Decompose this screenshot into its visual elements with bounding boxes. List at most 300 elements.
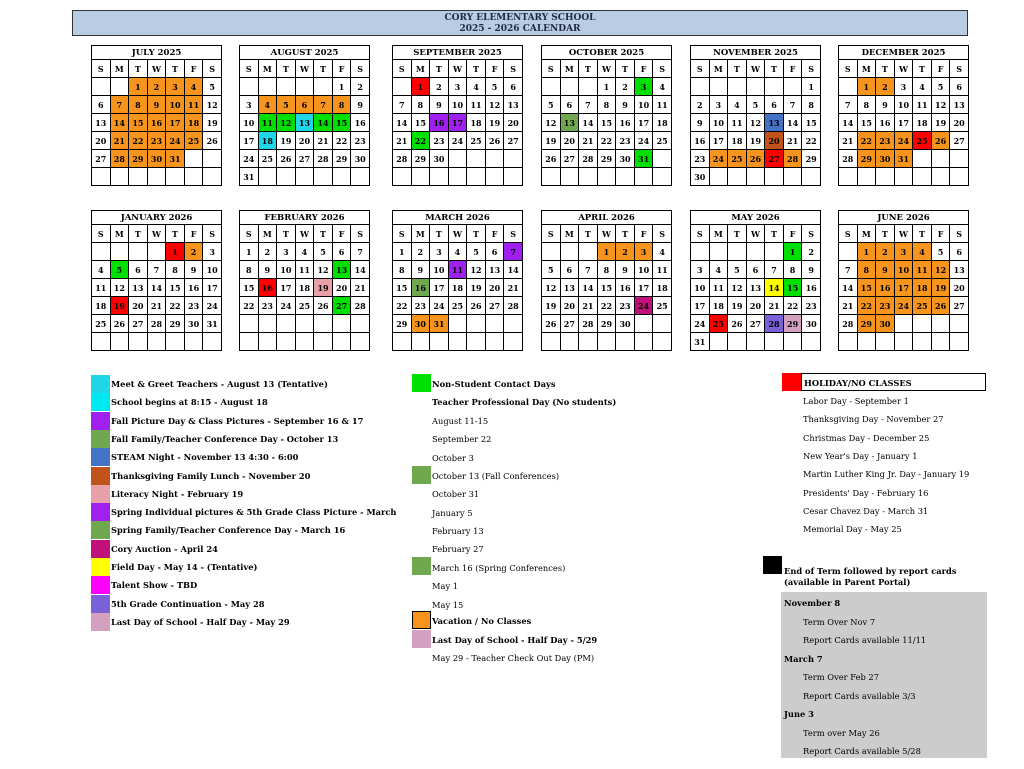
day-cell	[203, 150, 222, 168]
day-cell	[616, 168, 635, 186]
weekday-header: M	[857, 225, 876, 243]
weekday-header: S	[351, 225, 370, 243]
day-cell: 15	[857, 114, 876, 132]
day-cell	[314, 168, 333, 186]
day-cell: 27	[746, 315, 765, 333]
day-cell	[129, 333, 148, 351]
day-cell: 31	[240, 168, 259, 186]
weekday-header: T	[314, 225, 333, 243]
day-cell: 6	[765, 96, 784, 114]
day-cell: 3	[240, 96, 259, 114]
weekday-header: T	[430, 225, 449, 243]
day-cell: 12	[203, 96, 222, 114]
day-cell: 18	[295, 279, 314, 297]
day-cell: 18	[653, 114, 672, 132]
weekday-header: S	[393, 225, 412, 243]
pd-date: February 13	[432, 526, 484, 537]
day-cell	[147, 243, 166, 261]
term-line: Term over May 26	[803, 727, 880, 738]
day-cell: 30	[876, 150, 895, 168]
day-cell: 15	[857, 279, 876, 297]
weekday-header: F	[184, 60, 203, 78]
day-cell	[579, 168, 598, 186]
weekday-header: W	[746, 60, 765, 78]
day-cell: 19	[728, 297, 747, 315]
day-cell: 16	[258, 279, 277, 297]
day-cell	[277, 315, 296, 333]
day-cell: 24	[277, 297, 296, 315]
day-cell: 4	[913, 243, 932, 261]
day-cell: 12	[485, 96, 504, 114]
legend-label: Fall Family/Teacher Conference Day - October 13	[111, 433, 339, 444]
day-cell: 31	[430, 315, 449, 333]
weekday-header: M	[110, 60, 129, 78]
day-cell	[728, 168, 747, 186]
day-cell	[839, 333, 858, 351]
legend-swatch	[91, 375, 110, 393]
month-title: MAY 2026	[690, 210, 821, 224]
day-cell: 16	[411, 279, 430, 297]
legend-swatch	[91, 576, 110, 594]
day-cell: 6	[92, 96, 111, 114]
day-cell	[579, 333, 598, 351]
day-cell: 5	[746, 96, 765, 114]
day-cell	[92, 333, 111, 351]
day-cell: 14	[147, 279, 166, 297]
term-line: Report Cards available 3/3	[803, 690, 916, 701]
day-cell: 20	[504, 114, 523, 132]
day-cell: 10	[634, 96, 653, 114]
day-cell	[485, 333, 504, 351]
day-cell: 17	[709, 132, 728, 150]
day-cell: 8	[411, 96, 430, 114]
day-cell	[467, 315, 486, 333]
day-cell: 2	[802, 243, 821, 261]
term-head: November 8	[784, 598, 841, 608]
day-cell: 25	[184, 132, 203, 150]
month-title: SEPTEMBER 2025	[392, 45, 523, 59]
holiday-swatch	[782, 373, 801, 391]
day-cell	[542, 78, 561, 96]
weekday-header: W	[295, 225, 314, 243]
day-cell	[746, 78, 765, 96]
legend-swatch	[91, 540, 110, 558]
day-cell: 30	[430, 150, 449, 168]
legend-label: 5th Grade Continuation - May 28	[111, 598, 265, 609]
day-cell: 5	[314, 243, 333, 261]
day-cell: 29	[166, 315, 185, 333]
legend-swatch	[91, 412, 110, 430]
day-cell: 22	[597, 132, 616, 150]
day-cell: 15	[166, 279, 185, 297]
day-cell: 18	[448, 279, 467, 297]
day-cell: 17	[166, 114, 185, 132]
month-6	[91, 210, 222, 351]
day-cell: 26	[746, 150, 765, 168]
day-cell	[560, 78, 579, 96]
day-cell: 25	[913, 132, 932, 150]
weekday-header: S	[504, 60, 523, 78]
day-cell: 17	[277, 279, 296, 297]
day-cell: 27	[950, 132, 969, 150]
day-cell: 7	[393, 96, 412, 114]
day-cell	[240, 333, 259, 351]
day-cell: 30	[616, 315, 635, 333]
weekday-header: T	[129, 225, 148, 243]
day-cell	[295, 333, 314, 351]
day-cell: 28	[765, 315, 784, 333]
day-cell: 9	[147, 96, 166, 114]
day-cell: 2	[876, 78, 895, 96]
day-cell: 29	[129, 150, 148, 168]
day-cell: 6	[295, 96, 314, 114]
weekday-header: T	[467, 60, 486, 78]
pd-date: October 31	[432, 489, 480, 500]
day-cell	[184, 333, 203, 351]
day-cell	[913, 315, 932, 333]
day-cell: 1	[411, 78, 430, 96]
day-cell: 19	[203, 114, 222, 132]
day-cell: 6	[504, 78, 523, 96]
day-cell	[857, 333, 876, 351]
term-head: June 3	[784, 709, 814, 719]
term-head: March 7	[784, 653, 823, 664]
day-cell	[894, 333, 913, 351]
pd-date: May 1	[432, 581, 459, 592]
day-cell	[579, 78, 598, 96]
day-cell: 30	[876, 315, 895, 333]
day-cell: 4	[653, 243, 672, 261]
weekday-header: S	[542, 60, 561, 78]
day-cell	[542, 168, 561, 186]
pd-date: October 13 (Fall Conferences)	[432, 471, 560, 482]
day-cell	[393, 333, 412, 351]
day-cell	[485, 168, 504, 186]
day-cell	[467, 150, 486, 168]
weekday-header: W	[746, 225, 765, 243]
day-cell: 30	[802, 315, 821, 333]
day-cell: 16	[147, 114, 166, 132]
day-cell: 28	[147, 315, 166, 333]
day-cell: 13	[92, 114, 111, 132]
month-0	[91, 45, 222, 186]
month-title: DECEMBER 2025	[838, 45, 969, 59]
weekday-header: S	[950, 225, 969, 243]
month-title: APRIL 2026	[541, 210, 672, 224]
day-cell: 18	[184, 114, 203, 132]
day-cell: 4	[913, 78, 932, 96]
day-cell: 1	[857, 243, 876, 261]
legend-swatch	[91, 485, 110, 503]
day-cell	[542, 243, 561, 261]
day-cell	[839, 78, 858, 96]
pd-date: October 3	[432, 452, 474, 463]
day-cell	[542, 333, 561, 351]
day-cell: 8	[393, 261, 412, 279]
month-8	[392, 210, 523, 351]
day-cell: 16	[691, 132, 710, 150]
day-cell: 19	[485, 114, 504, 132]
weekday-header: T	[579, 60, 598, 78]
weekday-header: F	[332, 225, 351, 243]
day-cell	[277, 333, 296, 351]
day-cell: 9	[616, 261, 635, 279]
day-cell	[129, 168, 148, 186]
legend-swatch	[91, 393, 110, 411]
day-cell	[351, 333, 370, 351]
term-line: Term Over Nov 7	[803, 616, 876, 627]
day-cell: 21	[579, 297, 598, 315]
day-cell: 14	[110, 114, 129, 132]
day-cell: 10	[709, 114, 728, 132]
day-cell: 17	[634, 279, 653, 297]
day-cell: 21	[147, 297, 166, 315]
weekday-header: F	[184, 225, 203, 243]
day-cell: 7	[579, 96, 598, 114]
day-cell: 3	[894, 78, 913, 96]
day-cell	[876, 168, 895, 186]
day-cell	[393, 168, 412, 186]
day-cell: 4	[709, 261, 728, 279]
day-cell: 4	[258, 96, 277, 114]
day-cell: 8	[857, 96, 876, 114]
holiday-item: Thanksgiving Day - November 27	[803, 414, 944, 425]
day-cell: 23	[258, 297, 277, 315]
day-cell: 27	[950, 297, 969, 315]
day-cell: 13	[765, 114, 784, 132]
day-cell	[634, 315, 653, 333]
day-cell: 28	[783, 150, 802, 168]
school-name: CORY ELEMENTARY SCHOOL	[444, 13, 596, 23]
day-cell: 21	[351, 279, 370, 297]
day-cell: 7	[783, 96, 802, 114]
weekday-header: M	[857, 60, 876, 78]
day-cell: 7	[504, 243, 523, 261]
day-cell: 18	[258, 132, 277, 150]
day-cell: 3	[691, 261, 710, 279]
day-cell: 25	[709, 315, 728, 333]
day-cell	[765, 243, 784, 261]
weekday-header: W	[147, 60, 166, 78]
day-cell: 17	[894, 279, 913, 297]
day-cell: 21	[504, 279, 523, 297]
day-cell: 2	[691, 96, 710, 114]
day-cell	[258, 333, 277, 351]
weekday-header: T	[616, 60, 635, 78]
weekday-header: T	[913, 60, 932, 78]
day-cell: 27	[92, 150, 111, 168]
day-cell: 6	[950, 243, 969, 261]
day-cell: 30	[691, 168, 710, 186]
day-cell: 27	[129, 315, 148, 333]
day-cell: 14	[783, 114, 802, 132]
day-cell: 19	[931, 114, 950, 132]
month-3	[541, 45, 672, 186]
day-cell	[653, 150, 672, 168]
day-cell: 13	[950, 96, 969, 114]
day-cell: 10	[277, 261, 296, 279]
day-cell	[728, 333, 747, 351]
day-cell	[351, 168, 370, 186]
day-cell: 6	[950, 78, 969, 96]
day-cell: 10	[430, 261, 449, 279]
weekday-header: S	[950, 60, 969, 78]
month-title: OCTOBER 2025	[541, 45, 672, 59]
day-cell	[467, 333, 486, 351]
day-cell: 3	[709, 96, 728, 114]
day-cell	[634, 333, 653, 351]
day-cell	[147, 333, 166, 351]
day-cell: 26	[203, 132, 222, 150]
day-cell: 16	[184, 279, 203, 297]
holiday-item: Labor Day - September 1	[803, 396, 909, 406]
day-cell: 15	[597, 279, 616, 297]
day-cell	[691, 78, 710, 96]
day-cell: 17	[203, 279, 222, 297]
day-cell: 24	[894, 297, 913, 315]
day-cell: 10	[240, 114, 259, 132]
day-cell	[332, 333, 351, 351]
weekday-header: S	[240, 60, 259, 78]
day-cell	[913, 150, 932, 168]
day-cell: 25	[258, 150, 277, 168]
day-cell: 16	[351, 114, 370, 132]
day-cell	[579, 243, 598, 261]
day-cell	[430, 333, 449, 351]
day-cell	[485, 315, 504, 333]
day-cell: 4	[295, 243, 314, 261]
day-cell	[597, 333, 616, 351]
month-11	[838, 210, 969, 351]
day-cell: 11	[728, 114, 747, 132]
day-cell: 14	[579, 114, 598, 132]
day-cell	[332, 315, 351, 333]
weekday-header: F	[783, 225, 802, 243]
legend-label: Talent Show - TBD	[111, 580, 198, 591]
day-cell: 24	[634, 297, 653, 315]
day-cell: 17	[240, 132, 259, 150]
legend-label: Literacy Night - February 19	[111, 488, 244, 499]
legend-label: Fall Picture Day & Class Pictures - September 16 & 17	[111, 415, 364, 426]
legend-swatch	[91, 521, 110, 539]
day-cell: 2	[184, 243, 203, 261]
day-cell	[931, 315, 950, 333]
day-cell: 29	[597, 315, 616, 333]
day-cell	[184, 168, 203, 186]
day-cell: 24	[166, 132, 185, 150]
weekday-header: W	[597, 225, 616, 243]
day-cell: 28	[110, 150, 129, 168]
weekday-header: M	[110, 225, 129, 243]
day-cell: 4	[448, 243, 467, 261]
day-cell: 5	[467, 243, 486, 261]
day-cell: 4	[92, 261, 111, 279]
day-cell: 2	[876, 243, 895, 261]
day-cell: 26	[542, 150, 561, 168]
day-cell	[931, 150, 950, 168]
day-cell: 7	[110, 96, 129, 114]
day-cell: 21	[839, 297, 858, 315]
legend-label: Spring Individual pictures & 5th Grade Class Picture - March	[111, 507, 397, 518]
day-cell: 27	[560, 150, 579, 168]
day-cell: 29	[411, 150, 430, 168]
day-cell	[876, 333, 895, 351]
day-cell	[783, 78, 802, 96]
legend-swatch	[91, 595, 110, 613]
day-cell	[448, 168, 467, 186]
day-cell	[709, 333, 728, 351]
day-cell	[351, 315, 370, 333]
day-cell: 28	[839, 150, 858, 168]
day-cell: 14	[351, 261, 370, 279]
day-cell	[110, 333, 129, 351]
day-cell: 23	[616, 132, 635, 150]
day-cell: 15	[783, 279, 802, 297]
day-cell: 15	[597, 114, 616, 132]
day-cell: 14	[504, 261, 523, 279]
day-cell	[802, 168, 821, 186]
day-cell: 11	[653, 96, 672, 114]
day-cell: 24	[691, 315, 710, 333]
weekday-header: T	[277, 225, 296, 243]
day-cell	[92, 243, 111, 261]
day-cell	[240, 315, 259, 333]
day-cell: 11	[448, 261, 467, 279]
day-cell: 1	[332, 78, 351, 96]
day-cell: 26	[542, 315, 561, 333]
day-cell: 11	[467, 96, 486, 114]
day-cell: 10	[894, 96, 913, 114]
holiday-item: Memorial Day - May 25	[803, 524, 902, 535]
day-cell: 23	[147, 132, 166, 150]
day-cell	[430, 168, 449, 186]
weekday-header: S	[92, 60, 111, 78]
weekday-header: W	[295, 60, 314, 78]
day-cell: 19	[467, 279, 486, 297]
day-cell	[314, 333, 333, 351]
day-cell: 27	[332, 297, 351, 315]
day-cell: 6	[485, 243, 504, 261]
day-cell: 22	[411, 132, 430, 150]
day-cell	[746, 333, 765, 351]
day-cell: 14	[839, 279, 858, 297]
day-cell: 5	[542, 96, 561, 114]
day-cell	[504, 168, 523, 186]
day-cell: 1	[597, 78, 616, 96]
term-line: Term Over Feb 27	[803, 672, 879, 682]
day-cell: 28	[579, 315, 598, 333]
day-cell: 9	[876, 261, 895, 279]
day-cell	[203, 168, 222, 186]
day-cell: 20	[129, 297, 148, 315]
day-cell	[709, 78, 728, 96]
day-cell: 9	[184, 261, 203, 279]
day-cell: 5	[277, 96, 296, 114]
day-cell	[92, 78, 111, 96]
day-cell: 10	[691, 279, 710, 297]
weekday-header: S	[240, 225, 259, 243]
day-cell	[166, 168, 185, 186]
weekday-header: T	[467, 225, 486, 243]
day-cell: 12	[314, 261, 333, 279]
day-cell: 20	[746, 297, 765, 315]
day-cell: 31	[894, 150, 913, 168]
pd-date: January 5	[432, 507, 473, 518]
holiday-item: Martin Luther King Jr. Day - January 19	[803, 469, 970, 480]
day-cell: 24	[894, 132, 913, 150]
weekday-header: T	[728, 225, 747, 243]
day-cell: 8	[597, 96, 616, 114]
